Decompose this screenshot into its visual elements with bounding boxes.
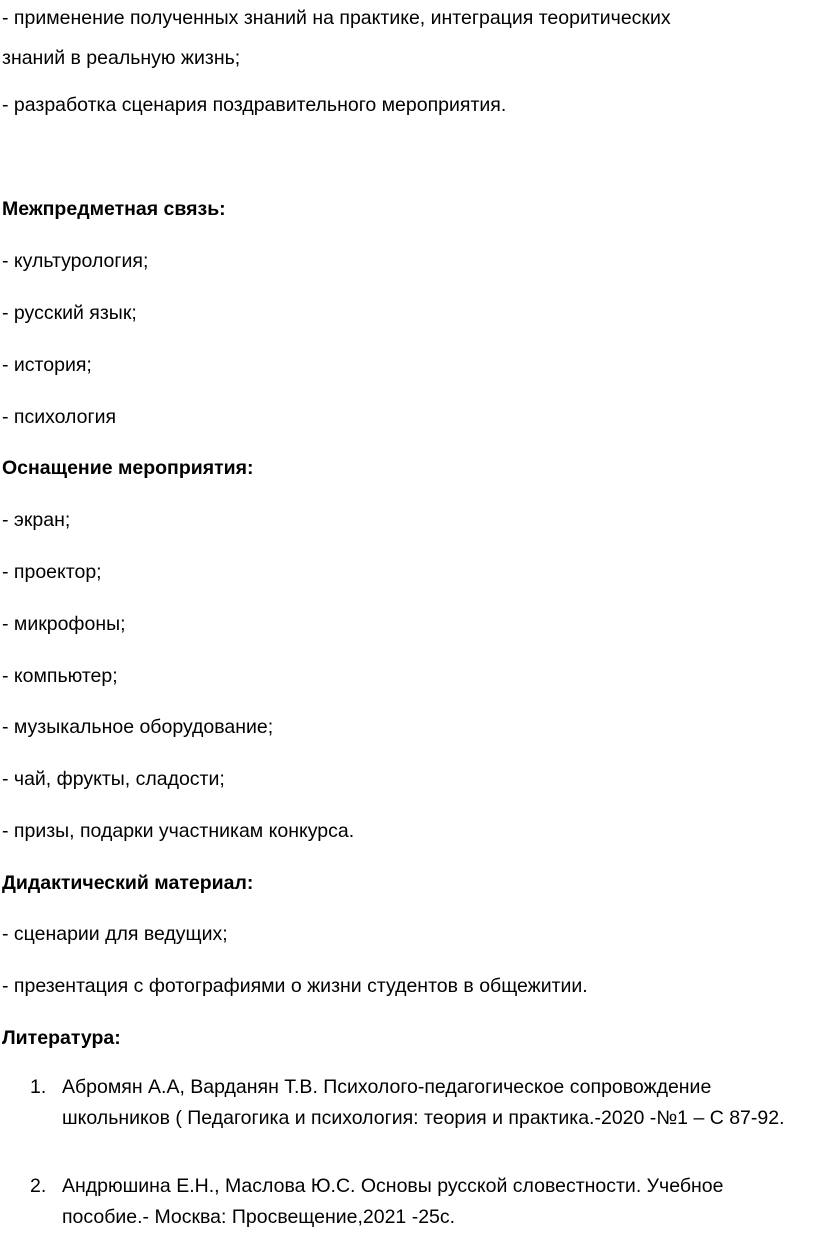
literature-item — [30, 1171, 810, 1235]
equipment-item: - компьютер; — [2, 665, 118, 687]
interdisciplinary-item: - культурология; — [2, 250, 149, 272]
equipment-item: - чай, фрукты, сладости; — [2, 768, 225, 790]
equipment-heading: Оснащение мероприятия: — [2, 457, 254, 479]
literature-item-number: 1. — [30, 1076, 47, 1098]
equipment-item: - микрофоны; — [2, 613, 126, 635]
interdisciplinary-item: - русский язык; — [2, 302, 137, 324]
equipment-item: - экран; — [2, 509, 71, 531]
literature-item-text: Андрюшина Е.Н., Маслова Ю.С. Основы русской словестности. Учебное пособие.- Москва: Просвещение,2021 -25с. — [62, 1175, 724, 1228]
equipment-item: - проектор; — [2, 561, 102, 583]
didactic-heading: Дидактический материал: — [2, 872, 254, 894]
intro-line-3: - разработка сценария поздравительного мероприятия. — [2, 94, 507, 116]
interdisciplinary-item: - психология — [2, 406, 117, 428]
literature-item-number: 2. — [30, 1175, 47, 1197]
interdisciplinary-item: - история; — [2, 354, 92, 376]
didactic-item: - презентация с фотографиями о жизни студентов в общежитии. — [2, 975, 588, 997]
didactic-item: - сценарии для ведущих; — [2, 923, 228, 945]
intro-line-1: - применение полученных знаний на практике, интеграция теоритических — [2, 7, 671, 29]
equipment-item: - призы, подарки участникам конкурса. — [2, 820, 355, 842]
equipment-item: - музыкальное оборудование; — [2, 716, 274, 738]
intro-line-2: знаний в реальную жизнь; — [2, 47, 241, 69]
literature-heading: Литература: — [2, 1027, 121, 1049]
literature-item-text: Абромян А.А, Варданян Т.В. Психолого-педагогическое сопровождение школьников ( Педагогика и психология: теория и практика.-2020 -№1 – С 87-92. — [62, 1076, 785, 1129]
literature-item — [30, 1072, 810, 1168]
interdisciplinary-heading: Межпредметная связь: — [2, 198, 226, 220]
